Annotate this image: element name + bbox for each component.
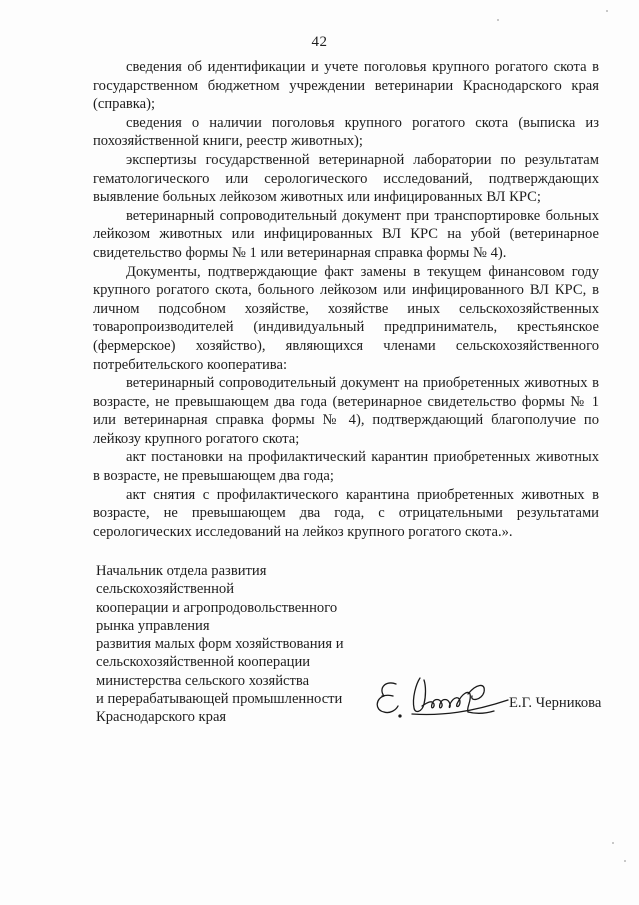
- position-line: сельскохозяйственной: [96, 581, 235, 598]
- position-line: развития малых форм хозяйствования и: [96, 636, 344, 653]
- position-line: и перерабатывающей промышленности: [96, 691, 343, 708]
- paragraph-identification-info: сведения об идентификации и учете поголовья крупного рогатого скота в государственном бюджетном учреждении ветеринарии Краснодарского края (справка);: [93, 59, 599, 113]
- paragraph-livestock-count: сведения о наличии поголовья крупного рогатого скота (выписка из похозяйственной книги, реестр животных);: [93, 114, 599, 150]
- position-line: сельскохозяйственной кооперации: [96, 654, 311, 671]
- scan-artifact: [606, 10, 608, 12]
- scan-artifact: [612, 842, 614, 844]
- position-line: рынка управления: [96, 617, 210, 634]
- paragraph-transport-document: ветеринарный сопроводительный документ при транспортировке больных лейкозом животных или инфицированных ВЛ КРС на убой (ветеринарное свидетельство формы № 1 или ветеринарная справка формы № 4).: [93, 207, 599, 261]
- scan-artifact: [497, 19, 499, 21]
- position-line: Краснодарского края: [96, 709, 227, 726]
- signatory-position: [96, 562, 366, 727]
- signer-name: Е.Г. Черникова: [509, 695, 602, 711]
- position-line: кооперации и агропродовольственного: [96, 599, 338, 616]
- position-line: Начальник отдела развития: [96, 563, 267, 579]
- handwritten-signature: [372, 664, 512, 728]
- document-body: [93, 58, 599, 541]
- scan-artifact: [624, 860, 626, 862]
- paragraph-quarantine-end: акт снятия с профилактического карантина приобретенных животных в возрасте, не превышающем два года, с отрицательными результатами серологических исследований на лейкоз крупного рогатого скота.».: [93, 486, 599, 540]
- paragraph-replacement-documents: Документы, подтверждающие факт замены в текущем финансовом году крупного рогатого скота, больного лейкозом или инфицированного ВЛ КРС, в личном подсобном хозяйстве, хозяйстве иных сельскохозяйственных товаропроизводителей (индивидуальный предприниматель, крестьянское (фермерское) хозяйство), являющихся членами сельскохозяйственного потребительского кооператива:: [93, 263, 599, 373]
- paragraph-lab-expertise: экспертизы государственной ветеринарной лаборатории по результатам гематологического или серологического исследований, подтверждающих выявление больных лейкозом животных или инфицированных ВЛ КРС;: [93, 151, 599, 206]
- page-number: 42: [311, 34, 328, 50]
- paragraph-vet-accompanying-doc: ветеринарный сопроводительный документ на приобретенных животных в возрасте, не превышающем два года (ветеринарное свидетельство формы № 1 или ветеринарная справка формы № 4), подтверждающий благополучие по лейкозу крупного рогатого скота;: [93, 375, 599, 447]
- position-line: министерства сельского хозяйства: [96, 672, 310, 689]
- paragraph-quarantine-start: акт постановки на профилактический карантин приобретенных животных в возрасте, не превышающем два года;: [93, 449, 599, 485]
